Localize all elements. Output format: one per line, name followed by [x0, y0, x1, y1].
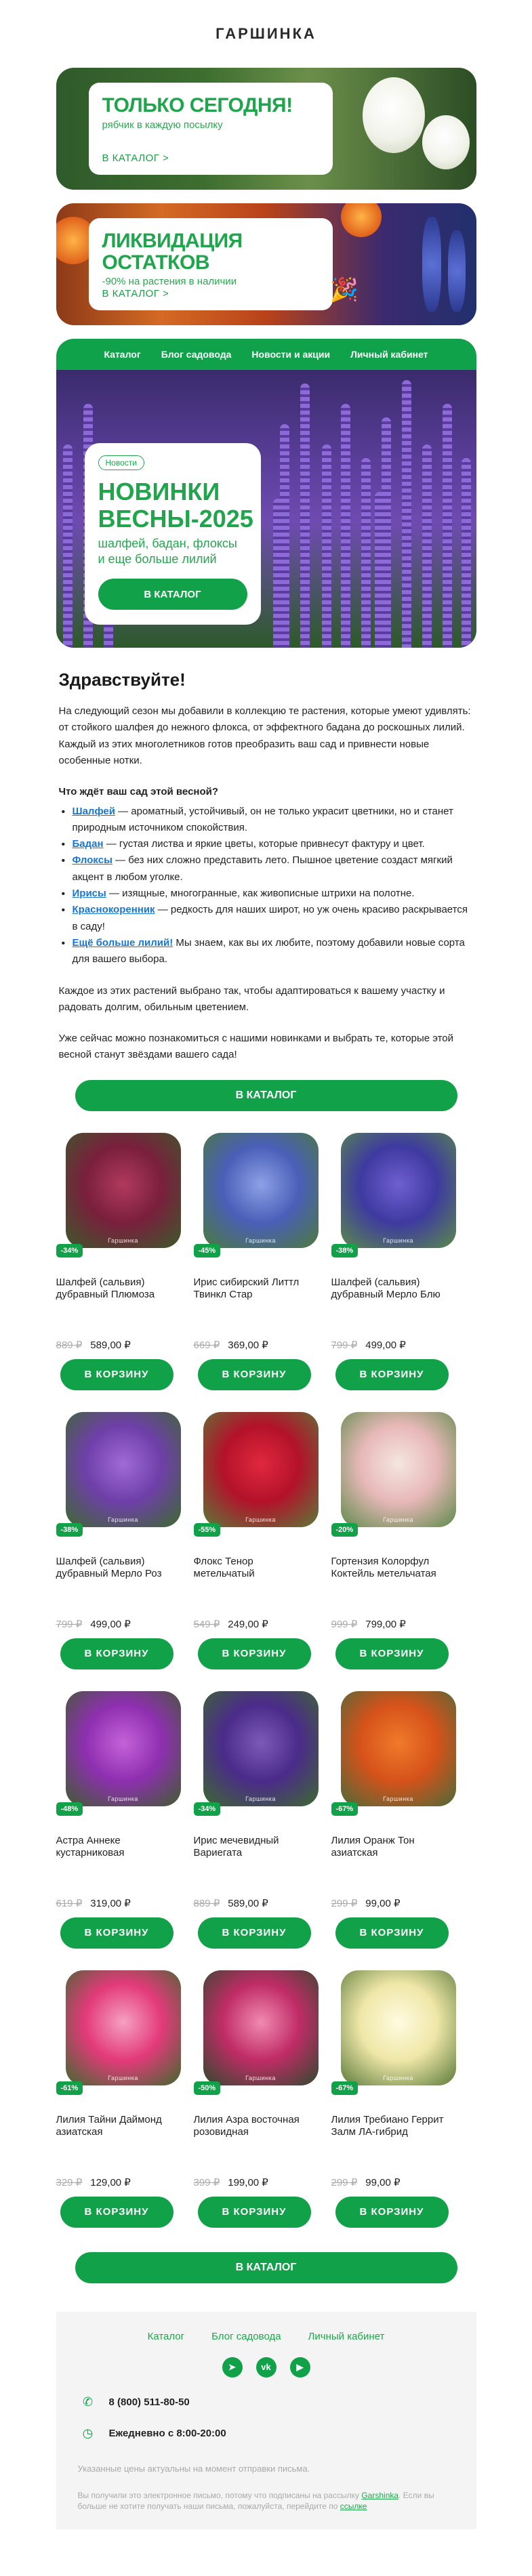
list-item-text: — без них сложно представить лето. Пышное цветение создаст мягкий акцент в любом уголке.	[72, 854, 453, 883]
watermark: Гаршинка	[108, 1795, 138, 1802]
link-lilies[interactable]: Ещё больше лилий!	[72, 936, 173, 949]
list-item-text: — изящные, многогранные, как живописные штрихи на полотне.	[106, 888, 415, 900]
old-price: 619 ₽	[56, 1897, 83, 1909]
product-prices	[56, 1897, 131, 1909]
salvia-flower	[280, 424, 289, 648]
product-prices	[56, 2176, 131, 2188]
product-prices	[56, 1339, 131, 1351]
phone-number: 8 (800) 511-80-50	[108, 2396, 190, 2409]
unsubscribe-note	[78, 2490, 455, 2512]
product-card[interactable]	[56, 1970, 173, 2224]
link-redroot[interactable]: Краснокоренник	[72, 904, 155, 916]
add-to-cart-button[interactable]: В КОРЗИНУ	[198, 2197, 311, 2228]
product-name[interactable]: Лилия Азра восточная розовидная	[193, 2113, 300, 2138]
product-card[interactable]	[56, 1412, 173, 1665]
hero-image-salvia	[56, 370, 476, 648]
footer-link-blog[interactable]: Блог садовода	[211, 2330, 281, 2342]
flower-image	[448, 230, 466, 312]
old-price: 329 ₽	[56, 2176, 83, 2188]
clock-icon: ◷	[82, 2426, 94, 2440]
promo-subtitle: рябчик в каждую посылку	[102, 119, 223, 131]
salvia-flower	[300, 383, 310, 648]
party-popper-icon: 🎉	[329, 277, 359, 303]
current-price: 799,00 ₽	[365, 1618, 406, 1630]
add-to-cart-button[interactable]: В КОРЗИНУ	[198, 1638, 311, 1669]
telegram-icon[interactable]: ➤	[222, 2357, 243, 2377]
product-prices	[56, 1618, 131, 1630]
old-price: 299 ₽	[331, 2176, 358, 2188]
footer-link-account[interactable]: Личный кабинет	[308, 2330, 385, 2342]
discount-badge: -55%	[194, 1523, 221, 1537]
salvia-flower	[443, 404, 452, 648]
watermark: Гаршинка	[383, 1795, 413, 1802]
current-price: 369,00 ₽	[228, 1339, 268, 1351]
current-price: 589,00 ₽	[228, 1897, 268, 1909]
product-name[interactable]: Ирис мечевидный Вариегата	[193, 1834, 279, 1859]
add-to-cart-button[interactable]: В КОРЗИНУ	[60, 2197, 173, 2228]
product-image[interactable]	[66, 1970, 181, 2085]
flower-image	[363, 77, 425, 153]
discount-badge: -34%	[56, 1244, 83, 1258]
watermark: Гаршинка	[245, 1795, 276, 1802]
discount-badge: -45%	[194, 1244, 221, 1258]
hero-block	[56, 339, 476, 648]
main-nav	[56, 339, 476, 370]
old-price: 999 ₽	[331, 1618, 358, 1630]
add-to-cart-button[interactable]: В КОРЗИНУ	[60, 1359, 173, 1390]
promo-card	[89, 83, 333, 175]
add-to-cart-button[interactable]: В КОРЗИНУ	[60, 1917, 173, 1949]
product-image[interactable]	[341, 1133, 456, 1248]
discount-badge: -50%	[194, 2081, 221, 2095]
logo-text: ГАРШИНКА	[216, 25, 316, 42]
promo-banner-today[interactable]	[56, 68, 476, 190]
product-card[interactable]	[56, 1691, 173, 1945]
watermark: Гаршинка	[245, 2074, 276, 2081]
price-note: Указанные цены актуальны на момент отправки письма.	[77, 2463, 310, 2474]
phone-icon: ✆	[82, 2395, 94, 2409]
product-image[interactable]	[66, 1691, 181, 1806]
list-item	[59, 836, 474, 852]
product-card[interactable]	[194, 1691, 311, 1945]
product-name[interactable]: Лилия Требиано Геррит Залм ЛА-гибрид	[331, 2113, 444, 2138]
hours-row	[78, 2424, 455, 2444]
salvia-flower	[322, 444, 331, 648]
current-price: 499,00 ₽	[90, 1618, 131, 1630]
product-image[interactable]	[66, 1133, 181, 1248]
product-prices	[331, 2176, 401, 2188]
flower-image	[422, 115, 470, 169]
old-price: 549 ₽	[193, 1618, 220, 1630]
product-name[interactable]: Ирис сибирский Литтл Твинкл Стар	[193, 1276, 300, 1301]
product-prices	[331, 1897, 401, 1909]
add-to-cart-button[interactable]: В КОРЗИНУ	[198, 1359, 311, 1390]
discount-badge: -61%	[56, 2081, 83, 2095]
add-to-cart-button[interactable]: В КОРЗИНУ	[335, 2197, 449, 2228]
list-item-text: — редкость для наших широт, но уж очень красиво раскрывается в саду!	[72, 904, 468, 932]
salvia-flower	[462, 458, 471, 648]
old-price: 669 ₽	[193, 1339, 220, 1351]
phone-row[interactable]	[78, 2392, 455, 2413]
list-item	[59, 902, 474, 935]
discount-badge: -20%	[331, 1523, 359, 1537]
nav-account[interactable]: Личный кабинет	[350, 349, 428, 360]
product-prices	[194, 1897, 268, 1909]
header-logo[interactable]	[0, 0, 532, 68]
discount-badge: -48%	[56, 1802, 83, 1816]
promo-banner-clearance[interactable]	[56, 203, 476, 325]
product-image[interactable]	[203, 1970, 319, 2085]
social-links	[78, 2357, 455, 2377]
add-to-cart-button[interactable]: В КОРЗИНУ	[60, 1638, 173, 1669]
product-prices	[331, 1339, 406, 1351]
link-bergenia[interactable]: Бадан	[72, 838, 104, 850]
nav-news[interactable]: Новости и акции	[251, 349, 331, 360]
old-price: 889 ₽	[56, 1339, 83, 1351]
product-name[interactable]: Шалфей (сальвия) дубравный Мерло Роз	[56, 1555, 162, 1580]
intro-paragraph: На следующий сезон мы добавили в коллекцию те растения, которые умеют удивлять: от стойкого шалфея до нежного флокса, от эффектного бадана до роскошных лилий. Каждый из этих многолетников готов преобразить ваш сад и привнести новые особенные нотки.	[58, 705, 471, 766]
flower-image	[422, 217, 441, 312]
current-price: 129,00 ₽	[90, 2176, 131, 2188]
product-image[interactable]	[203, 1412, 319, 1527]
salvia-flower	[361, 458, 371, 648]
product-name[interactable]: Лилия Оранж Тон азиатская	[331, 1834, 415, 1859]
add-to-cart-button[interactable]: В КОРЗИНУ	[335, 1917, 449, 1949]
product-card[interactable]	[194, 1133, 311, 1386]
discount-badge: -34%	[194, 1802, 221, 1816]
product-card[interactable]	[194, 1970, 311, 2224]
list-item	[59, 935, 474, 968]
add-to-cart-button[interactable]: В КОРЗИНУ	[335, 1359, 449, 1390]
promo-subtitle: -90% на растения в наличии	[102, 276, 237, 287]
footer	[56, 2312, 476, 2530]
promo-title: ЛИКВИДАЦИЯ ОСТАТКОВ	[102, 230, 243, 274]
link-iris[interactable]: Ирисы	[72, 888, 106, 900]
product-grid	[56, 1133, 476, 2224]
footer-link-catalog[interactable]: Каталог	[147, 2330, 185, 2342]
product-prices	[194, 1618, 268, 1630]
watermark: Гаршинка	[108, 2074, 138, 2081]
watermark: Гаршинка	[108, 1516, 138, 1523]
footer-links	[78, 2331, 455, 2342]
intro-text	[56, 665, 476, 1064]
nav-catalog[interactable]: Каталог	[104, 349, 141, 360]
product-image[interactable]	[341, 1412, 456, 1527]
promo-catalog-link[interactable]: В КАТАЛОГ >	[102, 288, 169, 299]
watermark: Гаршинка	[383, 1516, 413, 1523]
product-name[interactable]: Шалфей (сальвия) дубравный Плюмоза	[56, 1276, 155, 1301]
link-phlox[interactable]: Флоксы	[72, 854, 112, 867]
discount-badge: -67%	[331, 1802, 359, 1816]
watermark: Гаршинка	[245, 1516, 276, 1523]
catalog-button[interactable]: В КАТАЛОГ	[75, 1080, 457, 1111]
intro-paragraph: Уже сейчас можно познакомиться с нашими новинками и выбрать те, которые этой весной станут звёздами вашего сада!	[58, 1033, 454, 1061]
salvia-flower	[402, 380, 411, 648]
unsub-text: Вы получили это электронное письмо, потому что подписаны на рассылку	[77, 2490, 359, 2500]
working-hours: Ежедневно с 8:00-20:00	[108, 2428, 226, 2440]
hero-catalog-button[interactable]: В КАТАЛОГ	[98, 579, 247, 610]
product-card[interactable]	[331, 1691, 449, 1945]
list-item	[59, 852, 474, 886]
list-question: Что ждёт ваш сад этой весной?	[58, 786, 219, 798]
salvia-flower	[422, 444, 432, 648]
list-item-text: — густая листва и яркие цветы, которые привнесут фактуру и цвет.	[103, 838, 425, 850]
product-image[interactable]	[66, 1412, 181, 1527]
add-to-cart-button[interactable]: В КОРЗИНУ	[198, 1917, 311, 1949]
hero-card	[85, 443, 261, 625]
promo-card	[89, 218, 333, 310]
product-prices	[331, 1618, 406, 1630]
discount-badge: -38%	[331, 1244, 359, 1258]
watermark: Гаршинка	[108, 1237, 138, 1244]
current-price: 319,00 ₽	[90, 1897, 131, 1909]
old-price: 799 ₽	[56, 1618, 83, 1630]
product-name[interactable]: Флокс Тенор метельчатый	[193, 1555, 255, 1580]
old-price: 889 ₽	[193, 1897, 220, 1909]
youtube-icon[interactable]: ▶	[290, 2357, 310, 2377]
catalog-button[interactable]: В КАТАЛОГ	[75, 2252, 457, 2283]
promo-title: ТОЛЬКО СЕГОДНЯ!	[102, 94, 293, 117]
old-price: 399 ₽	[193, 2176, 220, 2188]
promo-catalog-link[interactable]: В КАТАЛОГ >	[102, 152, 169, 164]
product-name[interactable]: Астра Аннеке кустарниковая	[56, 1834, 125, 1859]
product-card[interactable]	[331, 1970, 449, 2224]
product-name[interactable]: Шалфей (сальвия) дубравный Мерло Блю	[331, 1276, 441, 1301]
watermark: Гаршинка	[383, 1237, 413, 1244]
greeting: Здравствуйте!	[58, 669, 186, 690]
product-image[interactable]	[203, 1691, 319, 1806]
current-price: 199,00 ₽	[228, 2176, 268, 2188]
nav-blog[interactable]: Блог садовода	[161, 349, 232, 360]
watermark: Гаршинка	[245, 1237, 276, 1244]
link-salvia[interactable]: Шалфей	[72, 805, 115, 817]
current-price: 249,00 ₽	[228, 1618, 268, 1630]
salvia-flower	[63, 444, 73, 648]
intro-paragraph: Каждое из этих растений выбрано так, чтобы адаптироваться к вашему участку и радовать долгим, обильным цветением.	[58, 984, 445, 1013]
add-to-cart-button[interactable]: В КОРЗИНУ	[335, 1638, 449, 1669]
current-price: 99,00 ₽	[365, 1897, 401, 1909]
list-item	[59, 886, 474, 902]
hero-subtitle: шалфей, бадан, флоксы и еще больше лилий	[98, 537, 237, 566]
product-card[interactable]	[56, 1133, 173, 1386]
vk-icon[interactable]: vk	[256, 2357, 277, 2377]
salvia-flower	[341, 404, 350, 648]
current-price: 499,00 ₽	[365, 1339, 406, 1351]
news-pill: Новости	[98, 455, 144, 470]
old-price: 299 ₽	[331, 1897, 358, 1909]
product-prices	[194, 1339, 268, 1351]
salvia-flower	[382, 417, 391, 648]
current-price: 589,00 ₽	[90, 1339, 131, 1351]
current-price: 99,00 ₽	[365, 2176, 401, 2188]
hero-title: НОВИНКИ ВЕСНЫ-2025	[98, 478, 253, 533]
product-card[interactable]	[331, 1412, 449, 1665]
unsub-text: . Если вы больше не хотите получать наши письма, пожалуйста, перейдите по	[77, 2490, 434, 2512]
product-prices	[194, 2176, 268, 2188]
product-name[interactable]: Лилия Тайни Даймонд азиатская	[56, 2113, 162, 2138]
discount-badge: -67%	[331, 2081, 359, 2095]
product-image[interactable]	[341, 1691, 456, 1806]
list-item	[59, 804, 474, 837]
list-item-text: — ароматный, устойчивый, он не только украсит цветники, но и станет природным источником спокойствия.	[72, 805, 453, 833]
brand-link[interactable]: Garshinka	[361, 2490, 399, 2500]
watermark: Гаршинка	[383, 2074, 413, 2081]
discount-badge: -38%	[56, 1523, 83, 1537]
product-image[interactable]	[203, 1133, 319, 1248]
unsubscribe-link[interactable]: ссылке	[340, 2501, 367, 2512]
product-card[interactable]	[194, 1412, 311, 1665]
product-image[interactable]	[341, 1970, 456, 2085]
old-price: 799 ₽	[331, 1339, 358, 1351]
product-card[interactable]	[331, 1133, 449, 1386]
product-name[interactable]: Гортензия Колорфул Коктейль метельчатая	[331, 1555, 436, 1580]
list-item-text: Мы знаем, как вы их любите, поэтому добавили новые сорта для вашего выбора.	[72, 936, 465, 965]
plant-list	[59, 804, 474, 968]
